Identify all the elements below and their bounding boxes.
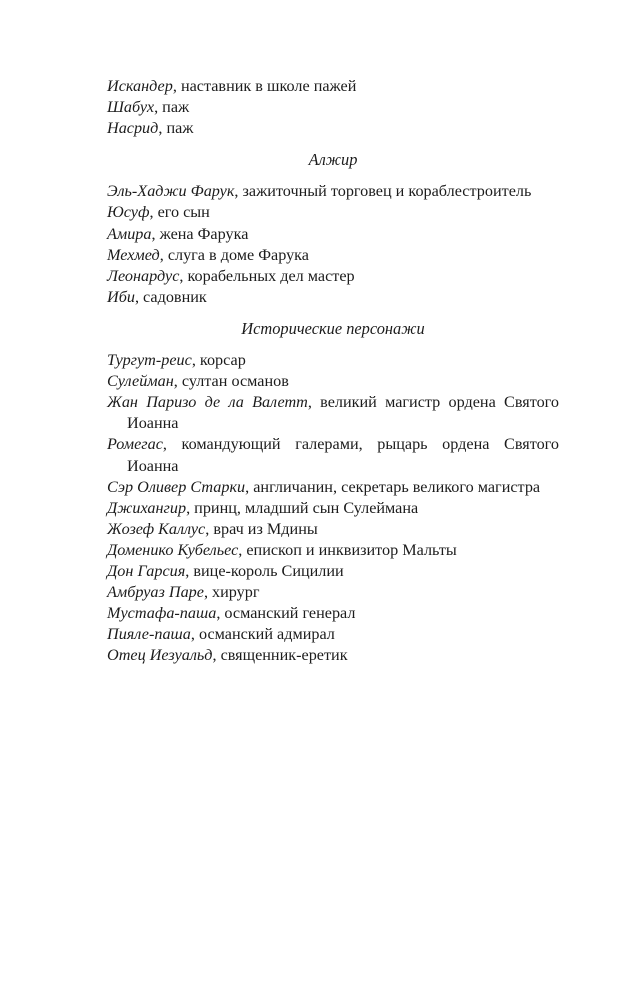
character-name: Сулейман [107,372,174,391]
character-name: Отец Иезуальд [107,646,213,665]
list-item [107,118,559,139]
list-item [107,603,559,624]
character-description: , врач из Мдины [205,519,318,538]
list-item [107,477,559,498]
character-name: Жан Паризо де ла Валетт [107,393,308,412]
list-item [107,392,559,434]
character-description: , слуга в доме Фарука [159,245,309,264]
character-description: , епископ и инквизитор Мальты [238,540,457,559]
character-name: Леонардус [107,266,180,285]
character-name: Амира [107,224,152,243]
list-item [107,582,559,603]
character-description: , жена Фарука [151,224,249,243]
character-description: , наставник в школе пажей [172,77,357,95]
character-description: , османский адмирал [190,625,335,644]
character-name: Искандер [107,77,173,95]
section-heading-algiers: Алжир [308,150,358,170]
list-item [107,287,559,308]
character-name: Насрид [107,119,159,138]
list-item [107,97,559,118]
list-item [107,434,559,476]
list-item [107,350,559,371]
list-item [107,624,559,645]
section-heading-historical: Исторические персонажи [241,318,425,338]
character-name: Тургут-реис [107,351,192,370]
list-item [107,519,559,540]
character-description: , зажиточный торговец и кораблестроитель [234,182,532,201]
character-description: , священник-еретик [212,646,348,665]
list-item [107,76,559,97]
list-item [107,181,559,202]
list-item [107,266,559,287]
list-item [107,561,559,582]
list-item [107,371,559,392]
character-name: Джихангир [107,498,187,517]
character-name: Сэр Оливер Старки [107,477,246,496]
character-name: Мехмед [107,245,160,264]
character-name: Доменико Кубельес [107,540,239,559]
character-description: , его сын [149,203,210,222]
character-description: , султан османов [173,372,289,391]
character-name: Юсуф [107,203,150,222]
list-item [107,224,559,245]
list-item [107,540,559,561]
character-description: , англичанин, секретарь великого магистра [245,477,541,496]
character-description: , паж [154,98,190,117]
character-name: Ромегас [107,435,163,454]
list-item [107,202,559,223]
character-description: , корсар [191,351,246,370]
character-name: Шабух [107,98,155,117]
character-description: , великий магистр ордена Святого Иоанна [127,393,559,433]
list-item [107,645,559,666]
character-description: , паж [158,119,194,138]
character-description: , садовник [134,287,207,306]
character-name: Мустафа-паша [107,604,217,623]
character-name: Дон Гарсия [107,561,186,580]
list-item [107,498,559,519]
list-item [107,245,559,266]
character-name: Жозеф Каллус [107,519,206,538]
character-name: Иби [107,287,135,306]
character-description: , османский генерал [216,604,356,623]
character-description: , хирург [203,583,260,602]
character-description: , вице-король Сицилии [185,561,344,580]
character-name: Эль-Хаджи Фарук [107,182,235,201]
character-list [107,76,559,666]
character-description: , принц, младший сын Сулеймана [186,498,419,517]
character-name: Амбруаз Паре [107,583,204,602]
character-name: Пияле-паша [107,625,191,644]
character-description: , корабельных дел мастер [179,266,355,285]
character-description: , командующий галерами, рыцарь ордена Святого Иоанна [127,435,559,475]
